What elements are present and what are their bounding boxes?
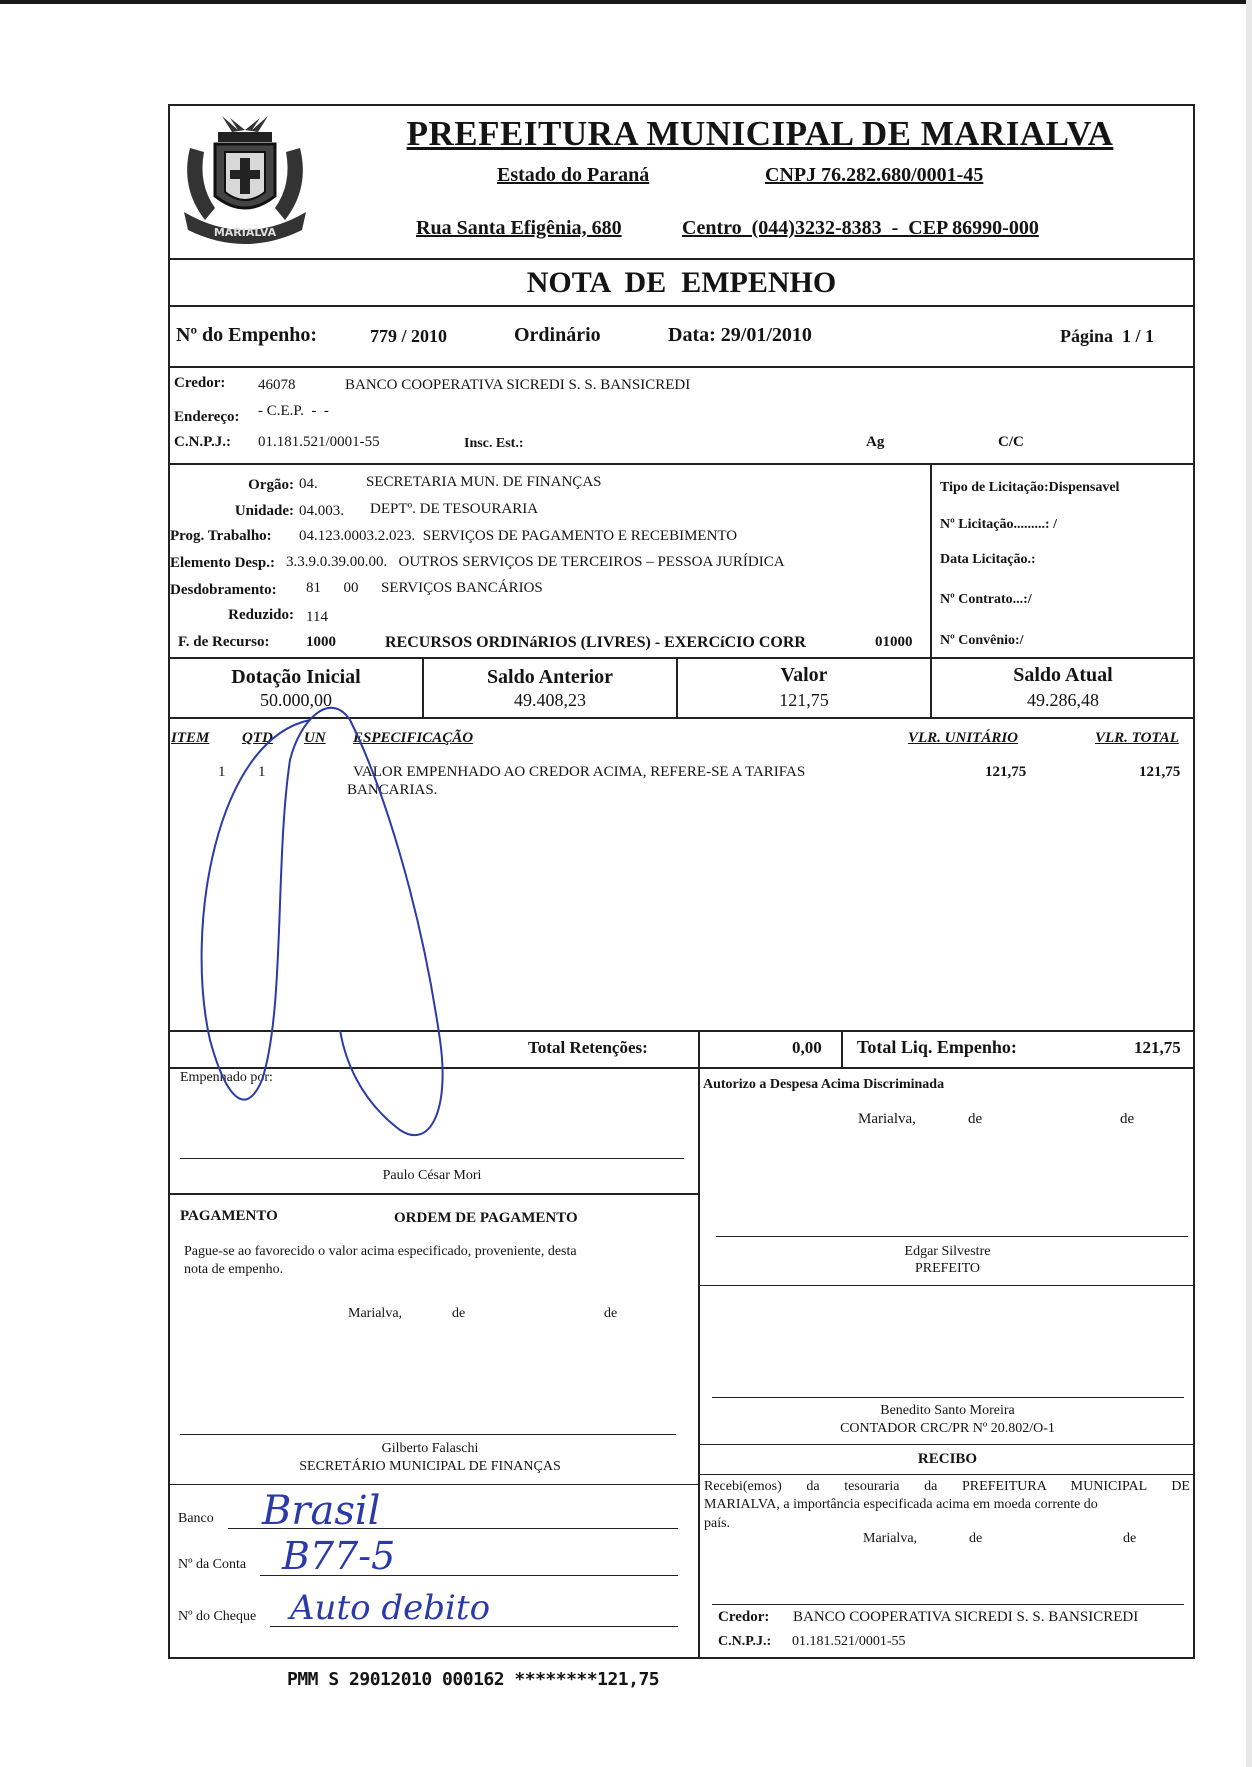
autorizo-label: Autorizo a Despesa Acima Discriminada	[703, 1077, 945, 1092]
recibo-de2: de	[1123, 1531, 1137, 1546]
credor-code: 46078	[258, 377, 296, 393]
credor-label: Credor:	[174, 375, 226, 391]
header-state: Estado do Paraná	[497, 164, 650, 186]
empenho-number-label: Nº do Empenho:	[176, 324, 318, 346]
header-contact: Centro (044)3232-8383 - CEP 86990-000	[682, 217, 1039, 239]
elemento-label: Elemento Desp.:	[170, 555, 275, 571]
credor-cnpj: 01.181.521/0001-55	[258, 434, 380, 450]
licitacao-data: Data Licitação.:	[940, 552, 1036, 567]
col-qtd: QTD	[242, 730, 273, 746]
empenho-number: 779 / 2010	[370, 326, 448, 346]
recibo-text-1: Recebi(emos) da tesouraria da PREFEITURA MUNICIPAL DE	[704, 1479, 1190, 1494]
col-unit-value: VLR. UNITÁRIO	[908, 730, 1019, 746]
row-total-value: 121,75	[1139, 764, 1181, 780]
crest-text: MARIALVA	[213, 226, 277, 239]
prog-label: Prog. Trabalho:	[170, 528, 272, 544]
orgao-name: SECRETARIA MUN. DE FINANÇAS	[366, 474, 602, 490]
banco-label: Banco	[178, 1511, 214, 1526]
credor-address-label: Endereço:	[174, 409, 240, 425]
pagamento-text-1: Pague-se ao favorecido o valor acima especificado, proveniente, desta	[184, 1244, 577, 1259]
row-qtd: 1	[258, 764, 266, 780]
credor-cc-label: C/C	[998, 434, 1024, 450]
pagamento-de1: de	[452, 1306, 466, 1321]
dotacao-label: Dotação Inicial	[231, 666, 361, 688]
recurso-label: F. de Recurso:	[178, 634, 270, 650]
pagamento-text-2: nota de empenho.	[184, 1262, 284, 1277]
licitacao-convenio: Nº Convênio:/	[940, 633, 1024, 648]
reduzido-value: 114	[306, 609, 328, 625]
autorizo-signer: Edgar Silvestre	[904, 1244, 991, 1259]
recibo-text-3: país.	[704, 1516, 731, 1531]
empenho-date: Data: 29/01/2010	[668, 324, 812, 346]
pagamento-label: PAGAMENTO	[180, 1208, 278, 1224]
recibo-title: RECIBO	[917, 1451, 978, 1467]
empenho-page: Página 1 / 1	[1060, 326, 1155, 346]
autorizo-city: Marialva,	[858, 1111, 916, 1127]
saldo-anterior-value: 49.408,23	[514, 690, 586, 710]
header-address: Rua Santa Efigênia, 680	[416, 217, 622, 239]
orgao-code: 04.	[299, 476, 318, 492]
recibo-credor-name: BANCO COOPERATIVA SICREDI S. S. BANSICREDI	[793, 1609, 1139, 1625]
col-total-value: VLR. TOTAL	[1095, 730, 1179, 746]
desdob-value: 81 00 SERVIÇOS BANCÁRIOS	[306, 580, 543, 596]
licitacao-numero: Nº Licitação.........: /	[940, 517, 1057, 532]
pagamento-role: SECRETÁRIO MUNICIPAL DE FINANÇAS	[299, 1459, 561, 1474]
unidade-name: DEPTº. DE TESOURARIA	[370, 501, 539, 517]
autorizo-de2: de	[1120, 1111, 1135, 1127]
contador-name: Benedito Santo Moreira	[880, 1403, 1015, 1418]
row-spec-line2: BANCARIAS.	[347, 782, 438, 798]
conta-label: Nº da Conta	[178, 1557, 247, 1572]
licitacao-tipo: Tipo de Licitação:Dispensavel	[940, 480, 1120, 495]
unidade-code: 04.003.	[299, 503, 344, 519]
recibo-city: Marialva,	[863, 1531, 918, 1546]
empenhado-label: Empenhado por:	[180, 1070, 273, 1085]
recurso-name: RECURSOS ORDINáRIOS (LIVRES) - EXERCíCIO CORR	[385, 634, 806, 651]
ordem-label: ORDEM DE PAGAMENTO	[394, 1210, 578, 1226]
col-un: UN	[304, 730, 326, 746]
desdob-label: Desdobramento:	[170, 582, 277, 598]
valor-label: Valor	[780, 664, 828, 686]
pagamento-de2: de	[604, 1306, 618, 1321]
recibo-credor-label: Credor:	[718, 1609, 770, 1625]
licitacao-contrato: Nº Contrato...:/	[940, 592, 1032, 607]
recurso-code: 1000	[306, 634, 336, 650]
col-spec: ESPECIFICAÇÃO	[353, 730, 474, 746]
liq-label: Total Liq. Empenho:	[857, 1037, 1017, 1057]
conta-handwriting: B77-5	[282, 1534, 396, 1578]
pagamento-signer: Gilberto Falaschi	[381, 1441, 479, 1456]
credor-address: - C.E.P. - -	[258, 403, 329, 419]
page-title: PREFEITURA MUNICIPAL DE MARIALVA	[406, 114, 1114, 153]
doc-title: NOTA DE EMPENHO	[526, 266, 837, 299]
cheque-label: Nº do Cheque	[178, 1609, 257, 1624]
elemento-value: 3.3.9.0.39.00.00. OUTROS SERVIÇOS DE TERCEIROS – PESSOA JURÍDICA	[286, 554, 785, 570]
row-spec-line1: VALOR EMPENHADO AO CREDOR ACIMA, REFERE-SE A TARIFAS	[353, 764, 806, 780]
credor-ag-label: Ag	[866, 434, 885, 450]
row-unit-value: 121,75	[985, 764, 1027, 780]
pagamento-city: Marialva,	[348, 1306, 403, 1321]
header-cnpj: CNPJ 76.282.680/0001-45	[765, 164, 984, 186]
empenhado-signer: Paulo César Mori	[382, 1168, 482, 1183]
row-item: 1	[218, 764, 226, 780]
prog-value: 04.123.0003.2.023. SERVIÇOS DE PAGAMENTO E RECEBIMENTO	[299, 528, 738, 544]
empenho-type: Ordinário	[514, 324, 601, 346]
credor-insc-label: Insc. Est.:	[464, 436, 524, 451]
footer-print-line: PMM S 29012010 000162 ********121,75	[287, 1669, 660, 1690]
recibo-cnpj-label: C.N.P.J.:	[718, 1634, 772, 1649]
autorizo-de1: de	[968, 1111, 983, 1127]
orgao-label: Orgão:	[248, 477, 294, 493]
valor-value: 121,75	[779, 690, 829, 710]
recurso-ref: 01000	[875, 634, 913, 650]
saldo-atual-value: 49.286,48	[1027, 690, 1099, 710]
reduzido-label: Reduzido:	[228, 607, 294, 623]
retencoes-label: Total Retenções:	[528, 1038, 648, 1057]
liq-value: 121,75	[1134, 1038, 1181, 1057]
recibo-cnpj: 01.181.521/0001-55	[792, 1634, 906, 1649]
saldo-anterior-label: Saldo Anterior	[486, 666, 614, 688]
credor-name: BANCO COOPERATIVA SICREDI S. S. BANSICREDI	[345, 377, 691, 393]
dotacao-value: 50.000,00	[260, 690, 332, 710]
recibo-text-2: MARIALVA, a importância especificada acima em moeda corrente do	[704, 1497, 1098, 1512]
unidade-label: Unidade:	[234, 503, 294, 519]
recibo-de1: de	[969, 1531, 983, 1546]
autorizo-role: PREFEITO	[914, 1261, 981, 1276]
saldo-atual-label: Saldo Atual	[1013, 664, 1113, 686]
cheque-handwriting: Auto debito	[290, 1588, 491, 1628]
retencoes-value: 0,00	[792, 1038, 822, 1057]
contador-role: CONTADOR CRC/PR Nº 20.802/O-1	[840, 1421, 1055, 1436]
banco-handwriting: Brasil	[262, 1488, 381, 1534]
credor-cnpj-label: C.N.P.J.:	[174, 434, 231, 450]
col-item: ITEM	[171, 730, 210, 746]
